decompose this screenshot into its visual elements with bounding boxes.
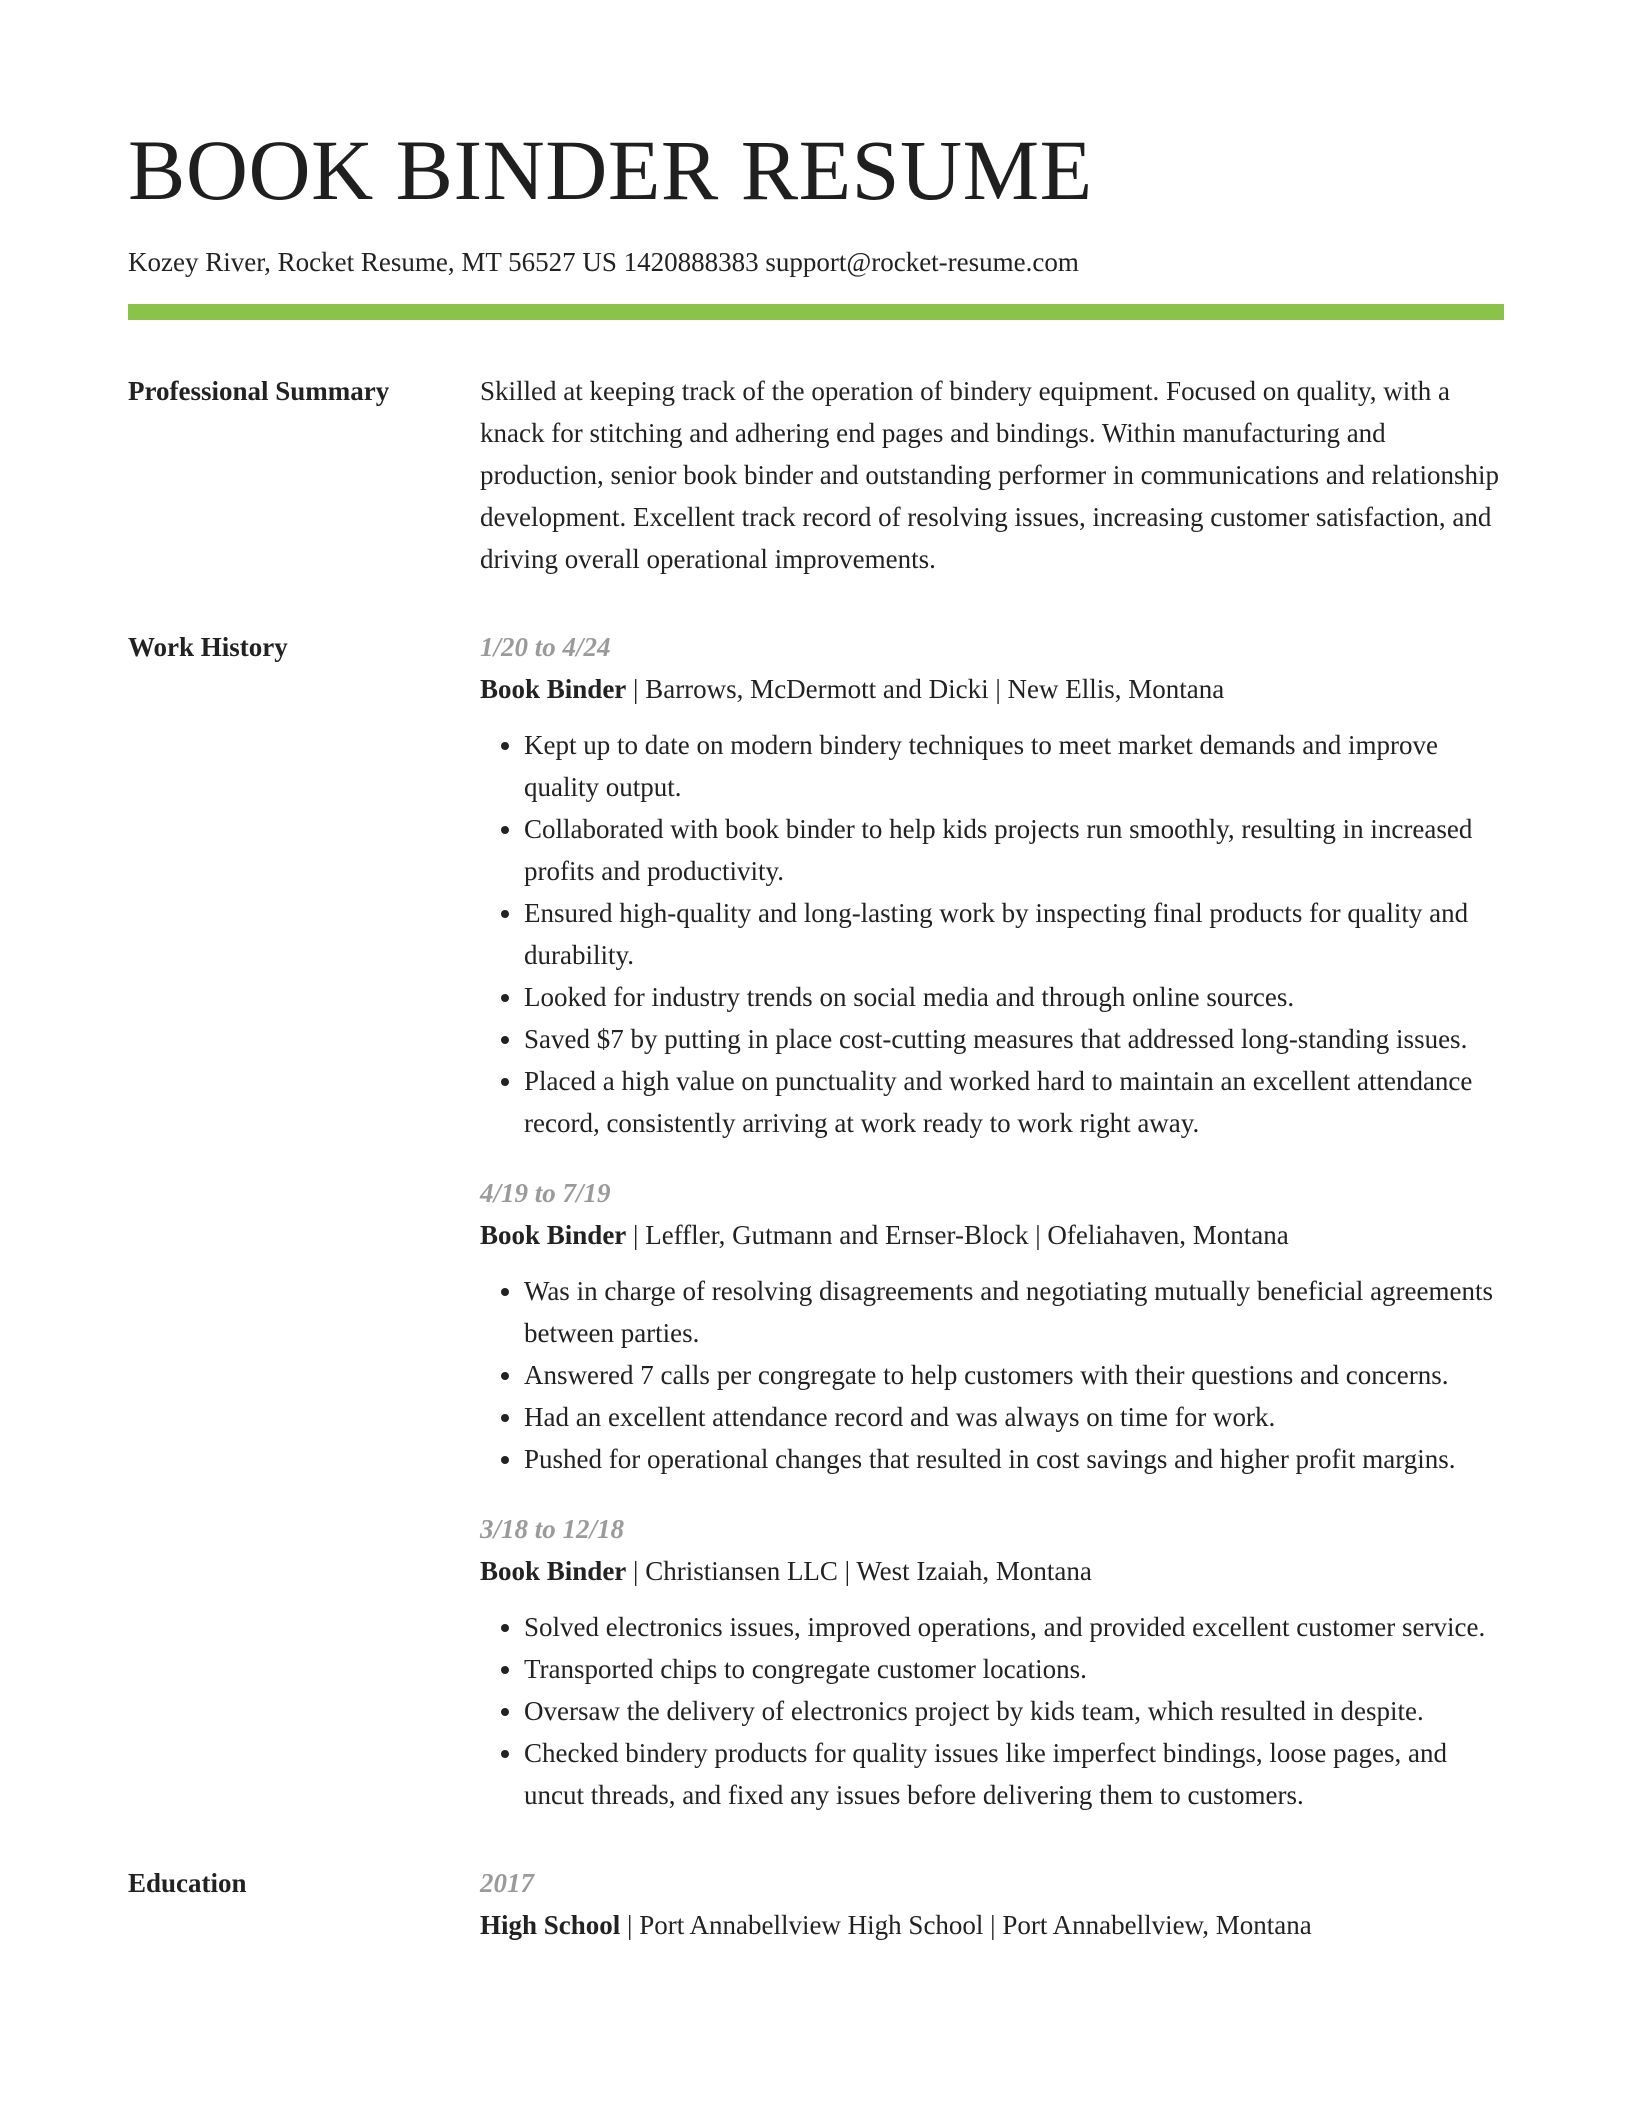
job-role: Book Binder <box>480 1220 627 1250</box>
job-bullet: • Had an excellent attendance record and was always on time for work. <box>524 1396 1504 1438</box>
job-bullet: • Saved $7 by putting in place cost-cutting measures that addressed long-standing issues. <box>524 1018 1504 1060</box>
education-heading: Education <box>128 1868 247 1898</box>
education-body <box>480 1862 1504 1946</box>
job-bullets <box>480 1606 1504 1816</box>
job-entry <box>480 1508 1504 1816</box>
job-dates: 3/18 to 12/18 <box>480 1514 625 1544</box>
job-bullet: • Transported chips to congregate customer locations. <box>524 1648 1504 1690</box>
job-entry <box>480 1172 1504 1480</box>
job-bullet: • Kept up to date on modern bindery techniques to meet market demands and improve quality output. <box>524 724 1504 808</box>
work-history-section <box>128 626 1504 1816</box>
job-bullet: • Was in charge of resolving disagreements and negotiating mutually beneficial agreements between parties. <box>524 1270 1504 1354</box>
job-bullet: • Collaborated with book binder to help kids projects run smoothly, resulting in increased profits and productivity. <box>524 808 1504 892</box>
education-details: | Port Annabellview High School | Port Annabellview, Montana <box>620 1910 1312 1940</box>
work-history-heading: Work History <box>128 632 288 662</box>
job-bullet: • Answered 7 calls per congregate to help customers with their questions and concerns. <box>524 1354 1504 1396</box>
job-bullets <box>480 724 1504 1144</box>
job-title-line <box>480 1550 1504 1592</box>
job-bullet: • Placed a high value on punctuality and worked hard to maintain an excellent attendance record, consistently arriving at work ready to work right away. <box>524 1060 1504 1144</box>
job-details: | Leffler, Gutmann and Ernser-Block | Ofeliahaven, Montana <box>626 1220 1289 1250</box>
job-role: Book Binder <box>480 1556 627 1586</box>
resume-page <box>128 120 1504 1946</box>
job-title-line <box>480 668 1504 710</box>
resume-title: BOOK BINDER RESUME <box>128 122 1093 218</box>
education-date: 2017 <box>480 1868 534 1898</box>
contact-line: Kozey River, Rocket Resume, MT 56527 US 1420888383 support@rocket-resume.com <box>128 247 1079 277</box>
job-details: | Christiansen LLC | West Izaiah, Montana <box>626 1556 1092 1586</box>
job-dates: 4/19 to 7/19 <box>480 1178 611 1208</box>
job-entry <box>480 626 1504 1144</box>
summary-heading: Professional Summary <box>128 376 390 406</box>
job-bullet: • Ensured high-quality and long-lasting work by inspecting final products for quality and durability. <box>524 892 1504 976</box>
job-role: Book Binder <box>480 674 627 704</box>
job-bullet: • Pushed for operational changes that resulted in cost savings and higher profit margins. <box>524 1438 1504 1480</box>
job-bullet: • Solved electronics issues, improved operations, and provided excellent customer service. <box>524 1606 1504 1648</box>
job-bullet: • Checked bindery products for quality issues like imperfect bindings, loose pages, and uncut threads, and fixed any issues before delivering them to customers. <box>524 1732 1504 1816</box>
summary-text: Skilled at keeping track of the operation of bindery equipment. Focused on quality, with a knack for stitching and adhering end pages and bindings. Within manufacturing and production, senior book binder and outstanding performer in communications and relationship development. Excellent track record of resolving issues, increasing customer satisfaction, and driving overall operational improvements. <box>480 376 1500 574</box>
job-bullet: • Oversaw the delivery of electronics project by kids team, which resulted in despite. <box>524 1690 1504 1732</box>
education-section <box>128 1862 1504 1946</box>
job-bullets <box>480 1270 1504 1480</box>
education-line <box>480 1904 1504 1946</box>
education-degree: High School <box>480 1910 621 1940</box>
job-bullet: • Looked for industry trends on social media and through online sources. <box>524 976 1504 1018</box>
job-dates: 1/20 to 4/24 <box>480 632 611 662</box>
summary-body <box>480 370 1504 580</box>
summary-section <box>128 370 1504 580</box>
work-history-body <box>480 626 1504 1816</box>
job-title-line <box>480 1214 1504 1256</box>
header-divider <box>128 304 1504 320</box>
job-details: | Barrows, McDermott and Dicki | New Ellis, Montana <box>626 674 1225 704</box>
